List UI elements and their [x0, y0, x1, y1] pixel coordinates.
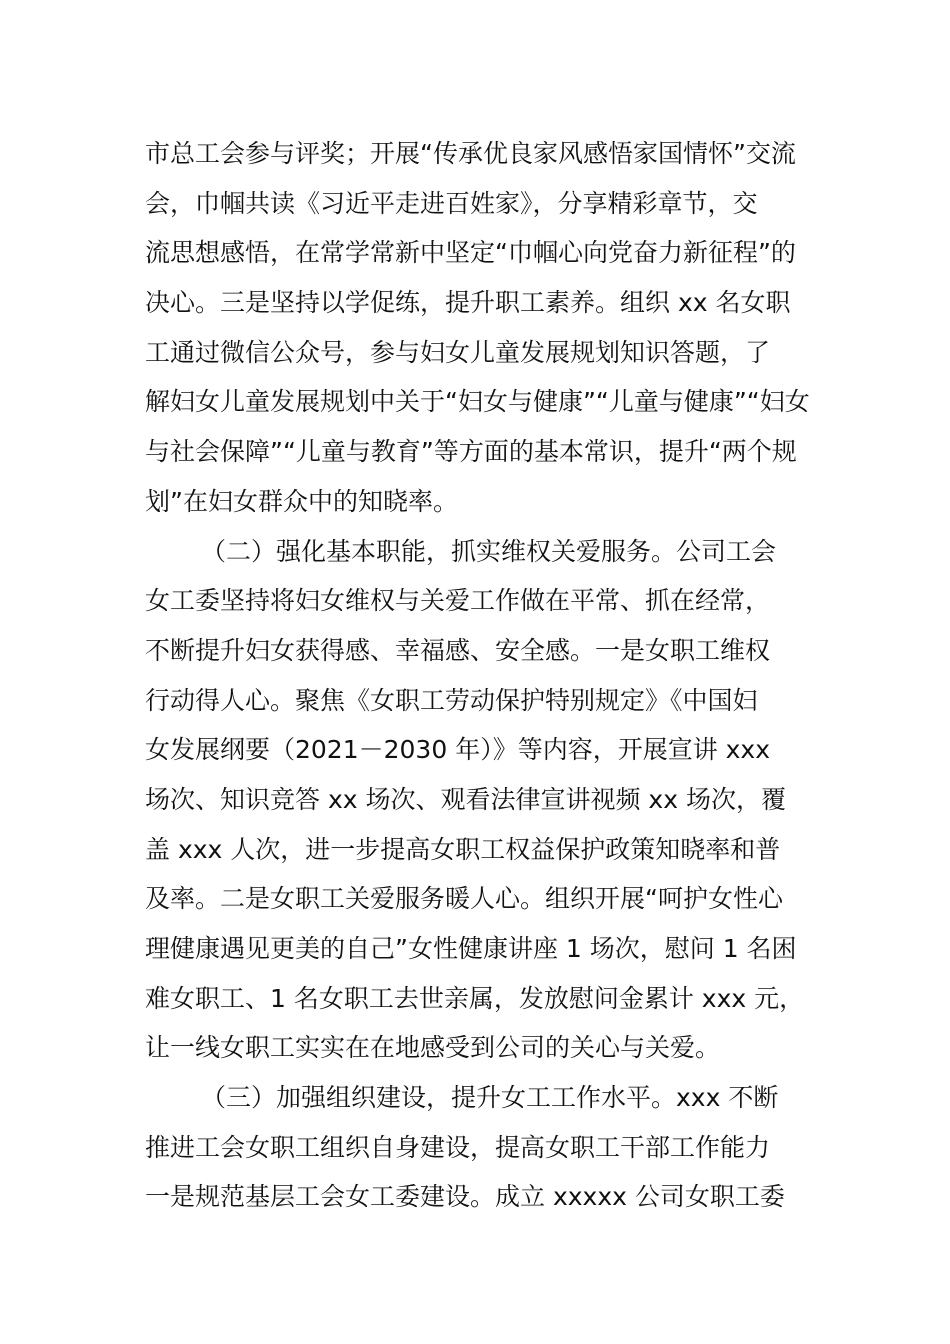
text-line: 不断提升妇女获得感、幸福感、安全感。一是女职工维权 [145, 635, 771, 665]
text-line: 市总工会参与评奖；开展“传承优良家风感悟家国情怀”交流 [145, 139, 796, 168]
text-line: 及率。二是女职工关爱服务暖人心。组织开展“呵护女性心 [145, 884, 783, 914]
text-line: 让一线女职工实实在在地感受到公司的关心与关爱。 [145, 1033, 721, 1063]
text-line: 决心。三是坚持以学促练，提升职工素养。组织 xx 名女职 [145, 288, 791, 318]
text-line: 行动得人心。聚焦《女职工劳动保护特别规定》《中国妇 [145, 685, 758, 715]
text-line: 场次、知识竞答 xx 场次、观看法律宣讲视频 xx 场次，覆 [145, 784, 786, 814]
text-line: 盖 xxx 人次，进一步提高女职工权益保护政策知晓率和普 [145, 834, 781, 864]
document-body [145, 129, 835, 1222]
section-heading-line: （二）强化基本职能，抓实维权关爱服务。公司工会 [201, 536, 777, 566]
text-line: 会，巾帼共读《习近平走进百姓家》，分享精彩章节，交 [145, 188, 758, 218]
text-line: 难女职工、1 名女职工去世亲属，发放慰问金累计 xxx 元， [145, 983, 805, 1013]
text-line: 划”在妇女群众中的知晓率。 [145, 486, 458, 516]
text-line: 工通过微信公众号，参与妇女儿童发展规划知识答题，了 [145, 337, 771, 367]
text-line: 解妇女儿童发展规划中关于“妇女与健康”“儿童与健康”“妇女 [145, 387, 810, 417]
text-line: 与社会保障”“儿童与教育”等方面的基本常识，提升“两个规 [145, 437, 797, 467]
text-line: 一是规范基层工会女工委建设。成立 xxxxx 公司女职工委 [145, 1182, 785, 1212]
text-line: 女发展纲要（2021－2030 年）》等内容，开展宣讲 xxx [145, 735, 771, 765]
text-line: 流思想感悟，在常学常新中坚定“巾帼心向党奋力新征程”的 [145, 238, 796, 268]
text-line: 推进工会女职工组织自身建设，提高女职工干部工作能力 [145, 1132, 771, 1162]
text-line: 理健康遇见更美的自己”女性健康讲座 1 场次，慰问 1 名困 [145, 934, 797, 963]
section-heading-line: （三）加强组织建设，提升女工工作水平。xxx 不断 [201, 1083, 779, 1113]
text-line: 女工委坚持将妇女维权与关爱工作做在平常、抓在经常， [145, 586, 771, 616]
